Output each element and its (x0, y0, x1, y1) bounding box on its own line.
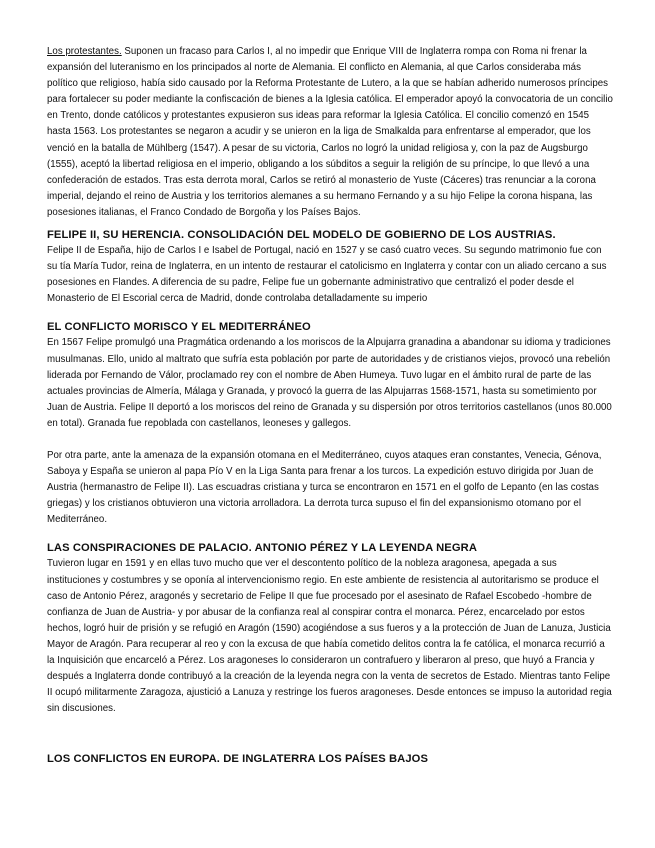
section-paragraph: Felipe II de España, hijo de Carlos I e Isabel de Portugal, nació en 1527 y se casó cuatro veces. Su segundo matrimonio fue con su tía María Tudor, reina de Inglaterra, en un intento de restaurar el catolicismo en Inglaterra y contar con un aliado cercano a sus posesiones en Flandes. A diferencia de su padre, Felipe fue un gobernante administrativo que centralizó el poder desde el Monasterio de El Escorial cerca de Madrid, donde controlaba detalladamente su imperio (47, 245, 607, 305)
section-heading-conspiraciones: LAS CONSPIRACIONES DE PALACIO. ANTONIO PÉREZ Y LA LEYENDA NEGRA (47, 542, 478, 555)
paragraph-gap (47, 432, 613, 448)
section-paragraph: Tuvieron lugar en 1591 y en ellas tuvo mucho que ver el descontento político de la nobleza aragonesa, apegada a sus instituciones y costumbres y se oponía al intervencionismo regio. En este ambiente de resistencia al autoritarismo se produce el caso de Antonio Pérez, aragonés y secretario de Felipe II que fue procesado por el asesinato de Rafael Escobedo -hombre de confianza de Juan de Austria- y por abusar de la confianza real al conspirar contra el monarca. Pérez, encarcelado por estos hechos, logró huir de prisión y se refugió en Aragón (1590) acogiéndose a sus fueros y a la protección de Juan de Lanuza, Justicia Mayor de Aragón. Para recuperar al reo y con la excusa de que había cometido delitos contra la fe católica, el monarca recurrió a la Inquisición que encarceló a Pérez. Los aragoneses lo consideraron un contrafuero y liberaron al preso, que huyó a Francia y después a Inglaterra donde contribuyó a la creación de la leyenda negra con la venta de secretos de Estado. Mientras tanto Felipe II ocupó militarmente Zaragoza, ajustició a Lanuza y restringe los fueros aragoneses. Desde entonces se impuso la autoridad regia sin discusiones. (47, 558, 612, 715)
section-heading-conflictos-europa: LOS CONFLICTOS EN EUROPA. DE INGLATERRA LOS PAÍSES BAJOS (47, 753, 429, 766)
section-heading-felipe-ii: FELIPE II, SU HERENCIA. CONSOLIDACIÓN DEL MODELO DE GOBIERNO DE LOS AUSTRIAS. (47, 229, 556, 242)
section-paragraph: En 1567 Felipe promulgó una Pragmática ordenando a los moriscos de la Alpujarra granadina a abandonar su idioma y tradiciones musulmanas. Ello, unido al maltrato que sufría esta población por parte de autoridades y de cristianos viejos, provocó una rebelión liderada por Fernando de Válor, proclamado rey con el nombre de Aben Humeya. Tuvo lugar en el ámbito rural de parte de las actuales provincias de Almería, Málaga y Granada, y provocó la guerra de las Alpujarras 1568-1571, hasta su sometimiento por Juan de Austria. Felipe II deportó a los moriscos del reino de Granada y su dispersión por otros territorios castellanos (unos 80.000 en total). Granada fue repoblada con castellanos, leoneses y gallegos. (47, 337, 612, 429)
document-page (47, 44, 613, 767)
section-heading-conflicto-morisco: EL CONFLICTO MORISCO Y EL MEDITERRÁNEO (47, 321, 311, 334)
intro-text: Suponen un fracaso para Carlos I, al no impedir que Enrique VIII de Inglaterra rompa con Roma ni frenar la expansión del luteranismo en los principados al norte de Alemania. El conflicto en Alemania, al que Carlos consideraba más político que religioso, había sido causado por la Reforma Protestante de Lutero, a la que se habían adherido numerosos príncipes para fortalecer su poder mediante la confiscación de bienes a la Iglesia católica. El emperador apoyó la convocatoria de un concilio en Trento, donde católicos y protestantes expusieron sus ideas para reformar la Iglesia Católica. El concilio comenzó en 1545 hasta 1563. Los protestantes se negaron a acudir y se unieron en la liga de Smalkalda para enfrentarse al emperador, que los venció en la batalla de Mühlberg (1547). A pesar de su victoria, Carlos no logró la unidad religiosa y, con la paz de Augsburgo (1555), aceptó la libertad religiosa en el imperio, obligando a los súbditos a seguir la religión de su príncipe, lo que llevó a una confederación de estados. Tras esta derrota moral, Carlos se retiró al monasterio de Yuste (Cáceres) tras renunciar a la corona imperial, dejando el reino de Austria y los territorios alemanes a su hermano Fernando y a su hijo Felipe la corona hispana, las posesiones italianas, el Franco Condado de Borgoña y los Países Bajos. (47, 46, 613, 218)
intro-lead: Los protestantes. (47, 46, 122, 57)
intro-paragraph (47, 44, 613, 221)
section-paragraph: Por otra parte, ante la amenaza de la expansión otomana en el Mediterráneo, cuyos ataques eran constantes, Venecia, Génova, Saboya y España se unieron al papa Pío V en la Liga Santa para frenar a los turcos. La expedición estuvo dirigida por Juan de Austria (hermanastro de Felipe II). Las escuadras cristiana y turca se encontraron en 1571 en el golfo de Lepanto (en las costas griegas) y los cristianos obtuvieron una victoria arrolladora. La derrota turca supuso el fin del expansionismo otomano por el Mediterráneo. (47, 449, 602, 526)
